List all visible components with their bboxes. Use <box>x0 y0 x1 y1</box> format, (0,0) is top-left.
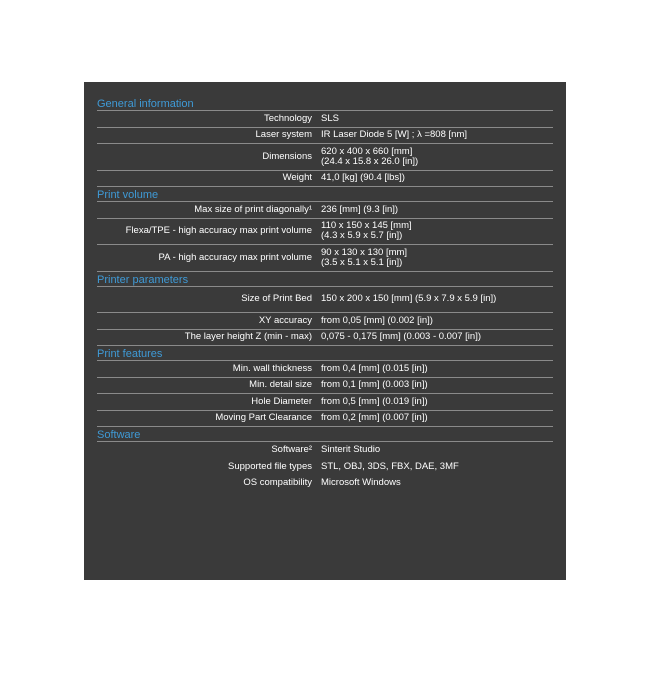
spec-row-moving-part-clearance <box>97 411 553 428</box>
spec-value: from 0,1 [mm] (0.003 [in]) <box>321 380 428 391</box>
spec-label: Supported file types <box>228 461 312 472</box>
spec-value: IR Laser Diode 5 [W] ; λ =808 [nm] <box>321 130 467 141</box>
section-title-print-features: Print features <box>97 346 553 361</box>
spec-value: from 0,2 [mm] (0.007 [in]) <box>321 413 428 424</box>
spec-label: Dimensions <box>262 151 312 162</box>
spec-value: from 0,5 [mm] (0.019 [in]) <box>321 396 428 407</box>
spec-value: from 0,05 [mm] (0.002 [in]) <box>321 315 433 326</box>
spec-row-laser-system <box>97 128 553 145</box>
section-title-software: Software <box>97 427 553 442</box>
spec-row-flexa-volume <box>97 219 553 246</box>
spec-label: XY accuracy <box>258 315 312 326</box>
spec-row-min-wall-thickness <box>97 361 553 378</box>
spec-label: Moving Part Clearance <box>215 413 312 424</box>
spec-value: SLS <box>321 113 339 124</box>
spec-value: Sinterit Studio <box>321 445 381 456</box>
spec-row-software <box>97 442 553 459</box>
spec-row-os-compatibility <box>97 475 553 492</box>
spec-row-supported-file-types <box>97 459 553 476</box>
spec-value: 0,075 - 0,175 [mm] (0.003 - 0.007 [in]) <box>321 332 482 343</box>
spec-label: Hole Diameter <box>251 396 312 407</box>
spec-value: 110 x 150 x 145 [mm] (4.3 x 5.9 x 5.7 [in]) <box>321 221 412 242</box>
spec-label: Software² <box>271 445 312 456</box>
spec-label: Laser system <box>255 130 312 141</box>
section-title-printer-parameters: Printer parameters <box>97 272 553 287</box>
spec-label: Min. detail size <box>249 380 312 391</box>
specifications-panel <box>84 82 566 580</box>
spec-row-print-bed-size <box>97 287 553 314</box>
spec-value: STL, OBJ, 3DS, FBX, DAE, 3MF <box>321 461 459 472</box>
section-title-general-information: General information <box>97 96 553 111</box>
spec-label: Technology <box>263 113 312 124</box>
spec-value: 41,0 [kg] (90.4 [lbs]) <box>321 173 405 184</box>
section-title-print-volume: Print volume <box>97 187 553 202</box>
spec-label: Size of Print Bed <box>241 294 312 305</box>
spec-label: Max size of print diagonally¹ <box>194 204 312 215</box>
spec-row-weight <box>97 171 553 188</box>
spec-label: Min. wall thickness <box>232 363 312 374</box>
spec-value: Microsoft Windows <box>321 478 401 489</box>
spec-value: 90 x 130 x 130 [mm] (3.5 x 5.1 x 5.1 [in]) <box>321 247 408 268</box>
spec-value: 236 [mm] (9.3 [in]) <box>321 204 399 215</box>
spec-row-min-detail-size <box>97 378 553 395</box>
spec-row-max-size-diagonal <box>97 202 553 219</box>
spec-row-pa-volume <box>97 245 553 272</box>
spec-row-hole-diameter <box>97 394 553 411</box>
spec-label: PA - high accuracy max print volume <box>158 252 312 263</box>
spec-value: from 0,4 [mm] (0.015 [in]) <box>321 363 428 374</box>
spec-label: OS compatibility <box>243 478 312 489</box>
spec-row-layer-height <box>97 330 553 347</box>
spec-label: Weight <box>282 173 312 184</box>
spec-row-technology <box>97 111 553 128</box>
spec-row-dimensions <box>97 144 553 171</box>
spec-label: The layer height Z (min - max) <box>184 332 312 343</box>
spec-value: 150 x 200 x 150 [mm] (5.9 x 7.9 x 5.9 [in]) <box>321 294 497 305</box>
spec-label: Flexa/TPE - high accuracy max print volume <box>125 226 312 237</box>
spec-row-xy-accuracy <box>97 313 553 330</box>
spec-value: 620 x 400 x 660 [mm] (24.4 x 15.8 x 26.0 [in]) <box>321 146 419 167</box>
